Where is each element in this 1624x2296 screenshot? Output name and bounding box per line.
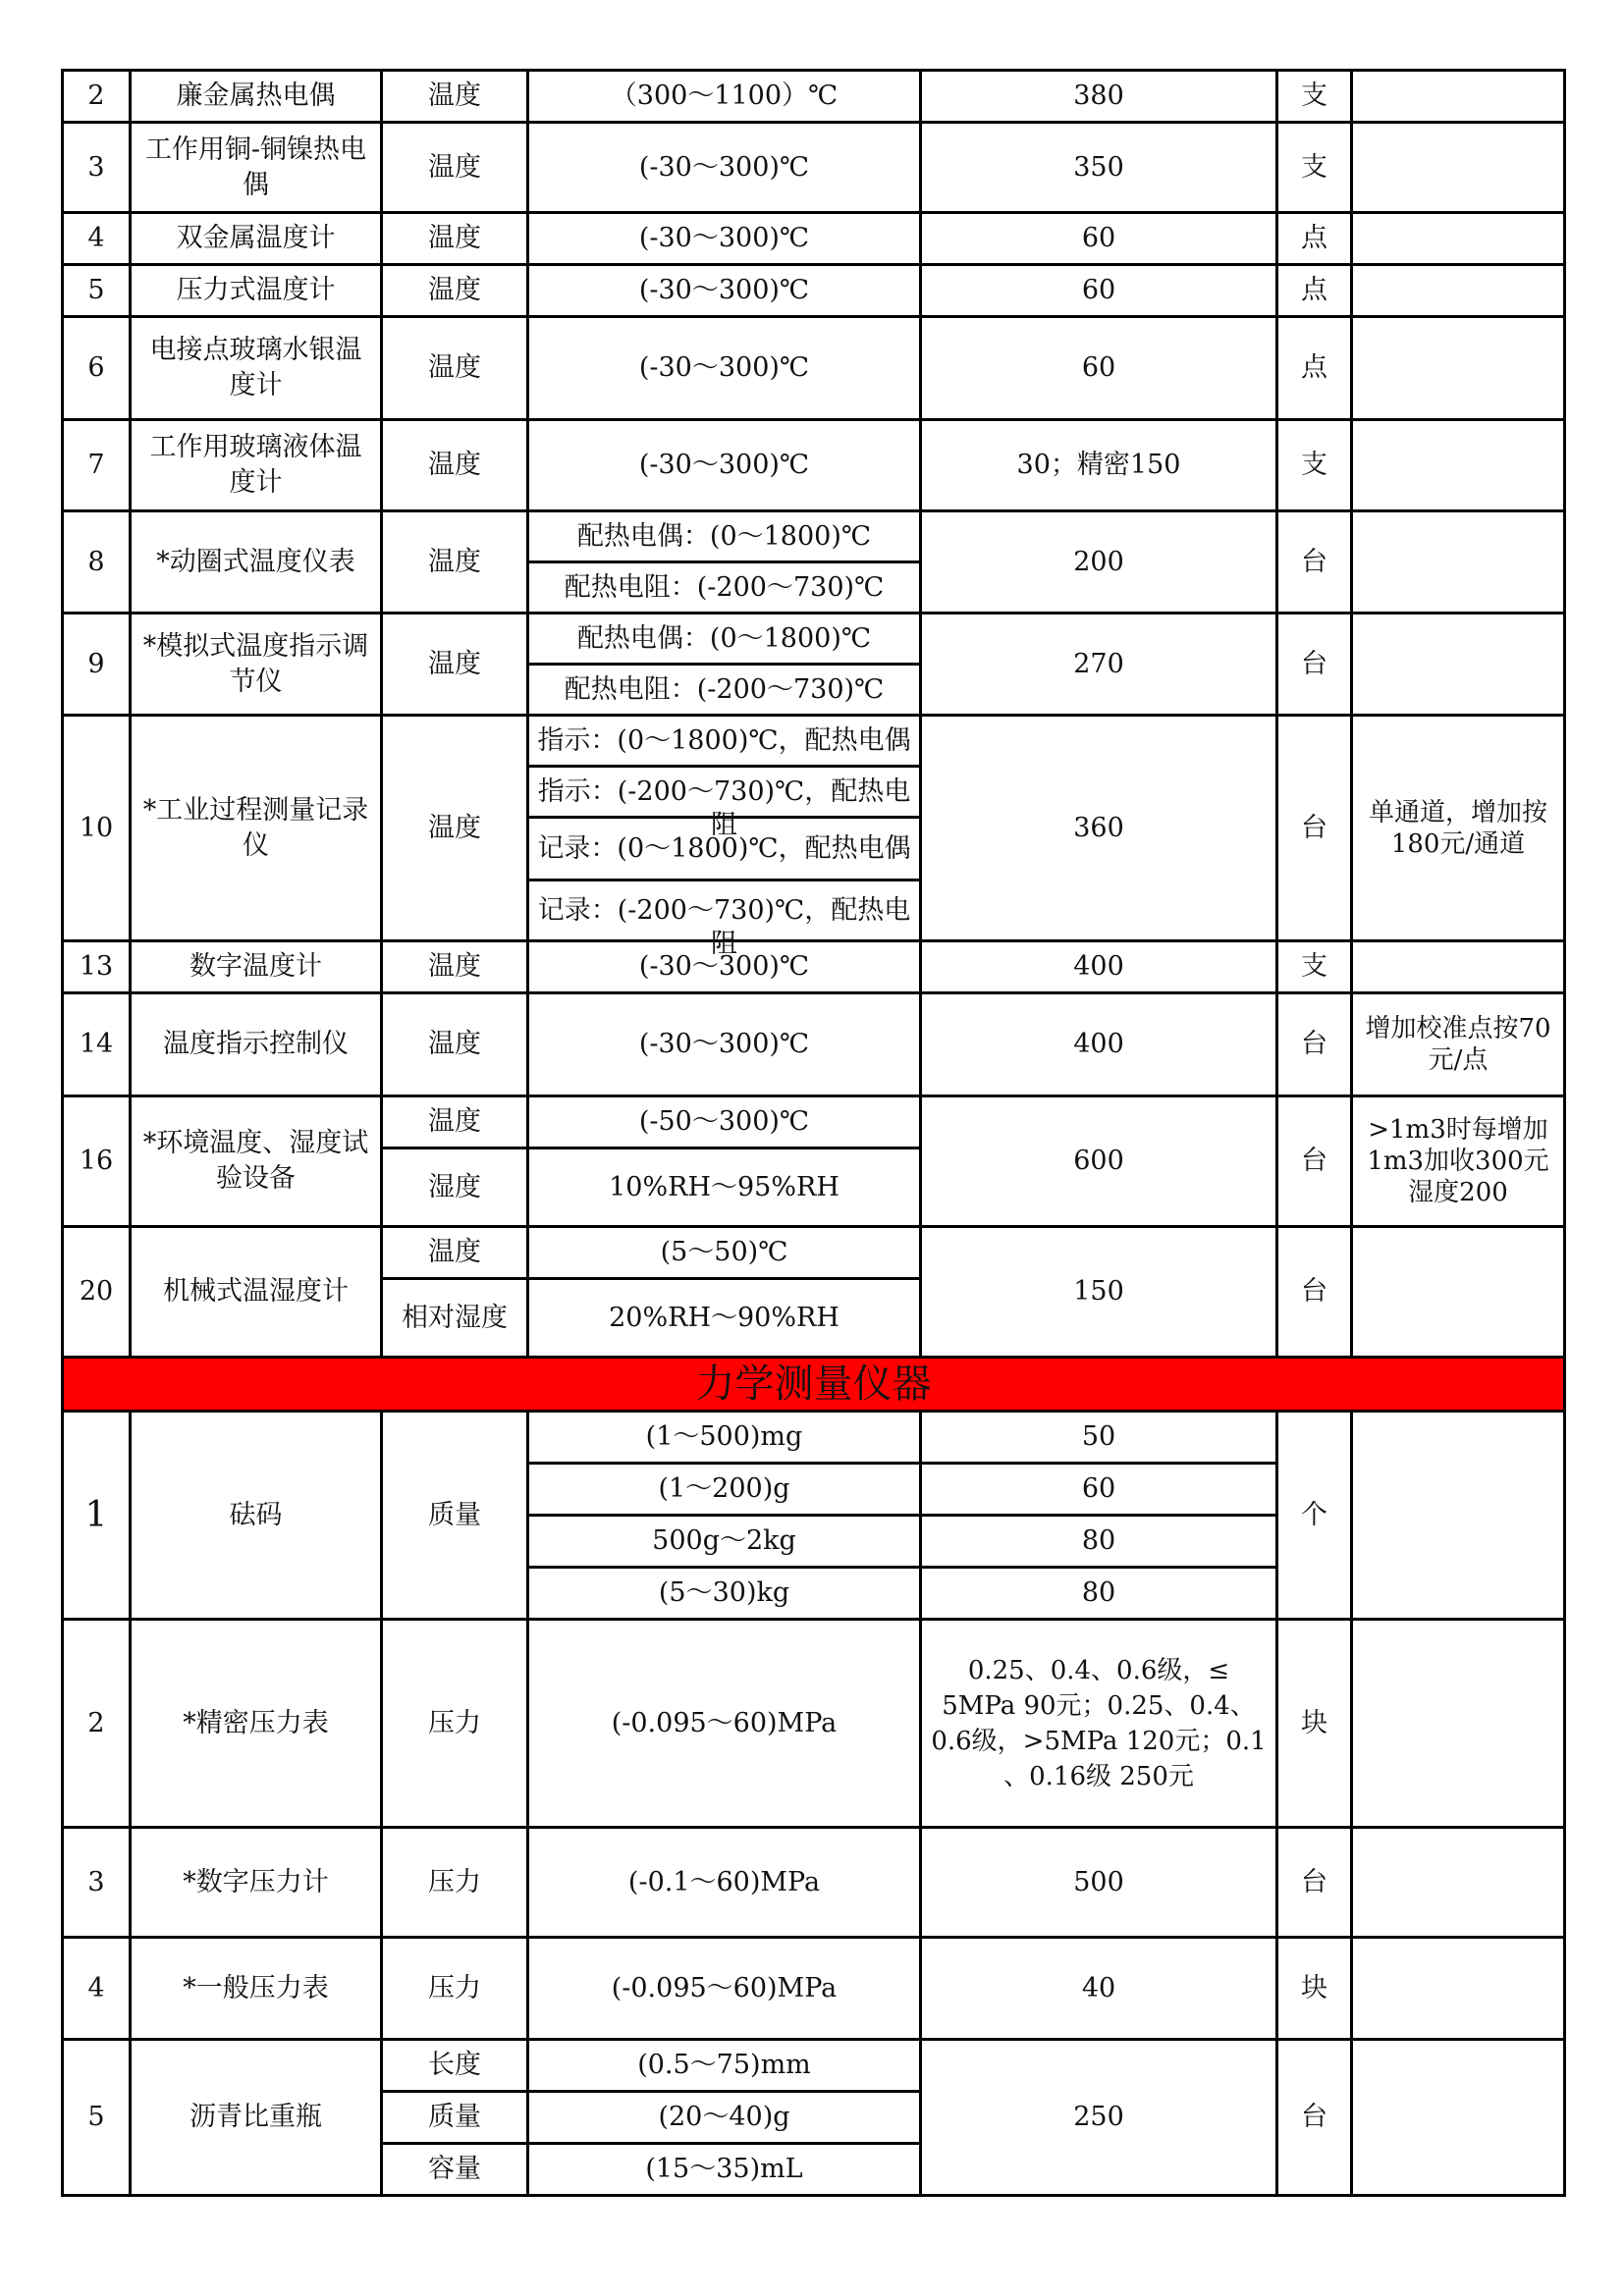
instrument-name: 温度指示控制仪 [131,993,382,1096]
parameter: 温度 [382,1096,528,1148]
measure-range: (-50～300)℃ [528,1096,921,1148]
item-no: 6 [63,317,131,420]
unit: 台 [1277,1096,1352,1227]
parameter: 压力 [382,1620,528,1828]
table-row [63,1938,1565,2040]
price: 60 [921,213,1277,265]
note [1352,71,1565,123]
price: 250 [921,2040,1277,2196]
item-no: 5 [63,2040,131,2196]
note [1352,614,1565,716]
price: 350 [921,123,1277,213]
unit: 支 [1277,941,1352,993]
item-no: 5 [63,265,131,317]
parameter: 温度 [382,511,528,614]
measure-range: (0.5～75)mm [528,2040,921,2092]
note [1352,511,1565,614]
instrument-name: 数字温度计 [131,941,382,993]
measure-range: 配热电阻：(-200～730)℃ [528,562,921,614]
instrument-name: *环境温度、湿度试验设备 [131,1096,382,1227]
table-row [63,1620,1565,1828]
measure-range: (-30～300)℃ [528,213,921,265]
unit: 台 [1277,2040,1352,2196]
measure-range: (-30～300)℃ [528,317,921,420]
measure-range: (5～30)kg [528,1568,921,1620]
note [1352,1620,1565,1828]
item-no: 4 [63,213,131,265]
price-line: 、0.16级 250元 [1003,1761,1194,1791]
price: 30；精密150 [921,420,1277,511]
instrument-name: *精密压力表 [131,1620,382,1828]
parameter: 湿度 [382,1148,528,1227]
price: 50 [921,1412,1277,1464]
instrument-name: 工作用玻璃液体温度计 [131,420,382,511]
item-no: 16 [63,1096,131,1227]
item-no: 20 [63,1227,131,1358]
table-row [63,123,1565,213]
measure-range: 10%RH～95%RH [528,1148,921,1227]
measure-range [528,767,921,840]
measure-range: (1～200)g [528,1464,921,1516]
instrument-name: *动圈式温度仪表 [131,511,382,614]
table-row [63,317,1565,420]
unit: 台 [1277,1828,1352,1938]
item-no: 7 [63,420,131,511]
table-row [63,1096,1565,1148]
instrument-name: 电接点玻璃水银温度计 [131,317,382,420]
note [1352,2040,1565,2196]
instrument-name: 沥青比重瓶 [131,2040,382,2196]
measure-range: (-30～300)℃ [528,420,921,511]
parameter: 质量 [382,2092,528,2144]
table-row [63,213,1565,265]
range-text: 指示：(0～1800)℃，配热电偶 [537,724,911,756]
instrument-name: 砝码 [131,1412,382,1620]
unit: 台 [1277,993,1352,1096]
parameter: 温度 [382,1227,528,1279]
unit: 台 [1277,716,1352,941]
calibration-price-table [61,69,1566,2197]
price: 360 [921,716,1277,941]
parameter: 压力 [382,1938,528,2040]
parameter: 温度 [382,614,528,716]
price-line: 0.25、0.4、0.6级，≤ [967,1655,1230,1685]
table-row [63,614,1565,665]
range-text: 指示：(-200～730)℃，配热电阻 [537,775,911,840]
table-row [63,993,1565,1096]
price-line: 5MPa 90元；0.25、0.4、 [942,1690,1256,1721]
measure-range [528,881,921,959]
price: 270 [921,614,1277,716]
parameter: 温度 [382,213,528,265]
price: 60 [921,265,1277,317]
note [1352,1938,1565,2040]
table-row [63,716,1565,767]
item-no: 4 [63,1938,131,2040]
range-text: 记录：(0～1800)℃，配热电偶 [537,832,911,864]
parameter: 压力 [382,1828,528,1938]
price-line: 0.6级，>5MPa 120元；0.1 [931,1726,1267,1756]
table-row [63,1828,1565,1938]
price: 400 [921,941,1277,993]
note [1352,1412,1565,1620]
measure-range: (5～50)℃ [528,1227,921,1279]
price-table-page [61,69,1563,2197]
parameter: 温度 [382,265,528,317]
unit: 台 [1277,511,1352,614]
measure-range [528,716,921,767]
measure-range: (-30～300)℃ [528,941,921,993]
section-header-row [63,1358,1565,1412]
note [1352,941,1565,993]
item-no: 13 [63,941,131,993]
unit: 块 [1277,1620,1352,1828]
unit: 支 [1277,71,1352,123]
price: 40 [921,1938,1277,2040]
parameter: 温度 [382,71,528,123]
table-row [63,941,1565,993]
unit: 支 [1277,420,1352,511]
price: 60 [921,1464,1277,1516]
instrument-name: *模拟式温度指示调节仪 [131,614,382,716]
instrument-name: *一般压力表 [131,1938,382,2040]
note [1352,265,1565,317]
unit: 块 [1277,1938,1352,2040]
instrument-name: 压力式温度计 [131,265,382,317]
parameter: 质量 [382,1412,528,1620]
unit: 点 [1277,265,1352,317]
measure-range: (-30～300)℃ [528,265,921,317]
unit: 点 [1277,213,1352,265]
measure-range: (-0.095～60)MPa [528,1620,921,1828]
note [1352,420,1565,511]
table-row [63,1412,1565,1464]
price: 60 [921,317,1277,420]
section-title: 力学测量仪器 [63,1358,1565,1412]
item-no: 8 [63,511,131,614]
measure-range: (-0.095～60)MPa [528,1938,921,2040]
table-row [63,511,1565,562]
note: >1m3时每增加1m3加收300元湿度200 [1352,1096,1565,1227]
parameter: 温度 [382,420,528,511]
note [1352,213,1565,265]
measure-range: 配热电阻：(-200～730)℃ [528,665,921,716]
range-text: 记录：(-200～730)℃，配热电阻 [537,894,911,959]
instrument-name: 双金属温度计 [131,213,382,265]
parameter: 温度 [382,993,528,1096]
instrument-name: *工业过程测量记录仪 [131,716,382,941]
note: 单通道，增加按180元/通道 [1352,716,1565,941]
table-row [63,1227,1565,1279]
parameter: 温度 [382,716,528,941]
table-row [63,265,1565,317]
item-no: 9 [63,614,131,716]
table-row [63,71,1565,123]
measure-range: 配热电偶：(0～1800)℃ [528,614,921,665]
measure-range: 配热电偶：(0～1800)℃ [528,511,921,562]
parameter: 温度 [382,317,528,420]
parameter: 温度 [382,941,528,993]
instrument-name: 工作用铜-铜镍热电偶 [131,123,382,213]
item-no: 1 [63,1412,131,1620]
measure-range: (15～35)mL [528,2144,921,2196]
unit: 支 [1277,123,1352,213]
item-no: 2 [63,71,131,123]
price: 80 [921,1568,1277,1620]
table-row [63,2040,1565,2092]
note [1352,317,1565,420]
parameter: 相对湿度 [382,1279,528,1358]
price: 380 [921,71,1277,123]
note [1352,1828,1565,1938]
price: 80 [921,1516,1277,1568]
instrument-name: *数字压力计 [131,1828,382,1938]
measure-range: 20%RH～90%RH [528,1279,921,1358]
price: 500 [921,1828,1277,1938]
price: 200 [921,511,1277,614]
parameter: 长度 [382,2040,528,2092]
parameter: 容量 [382,2144,528,2196]
parameter: 温度 [382,123,528,213]
measure-range: (-0.1～60)MPa [528,1828,921,1938]
unit: 点 [1277,317,1352,420]
measure-range: (1～500)mg [528,1412,921,1464]
unit: 台 [1277,614,1352,716]
instrument-name: 廉金属热电偶 [131,71,382,123]
unit: 个 [1277,1412,1352,1620]
item-no: 3 [63,1828,131,1938]
measure-range: 500g～2kg [528,1516,921,1568]
item-no: 14 [63,993,131,1096]
instrument-name: 机械式温湿度计 [131,1227,382,1358]
unit: 台 [1277,1227,1352,1358]
price [921,1620,1277,1828]
measure-range: (-30～300)℃ [528,993,921,1096]
note: 增加校准点按70元/点 [1352,993,1565,1096]
measure-range: (20～40)g [528,2092,921,2144]
item-no: 3 [63,123,131,213]
measure-range: （300～1100）℃ [528,71,921,123]
price: 600 [921,1096,1277,1227]
note [1352,123,1565,213]
table-row [63,420,1565,511]
price: 400 [921,993,1277,1096]
note [1352,1227,1565,1358]
item-no: 10 [63,716,131,941]
measure-range: (-30～300)℃ [528,123,921,213]
price: 150 [921,1227,1277,1358]
item-no: 2 [63,1620,131,1828]
